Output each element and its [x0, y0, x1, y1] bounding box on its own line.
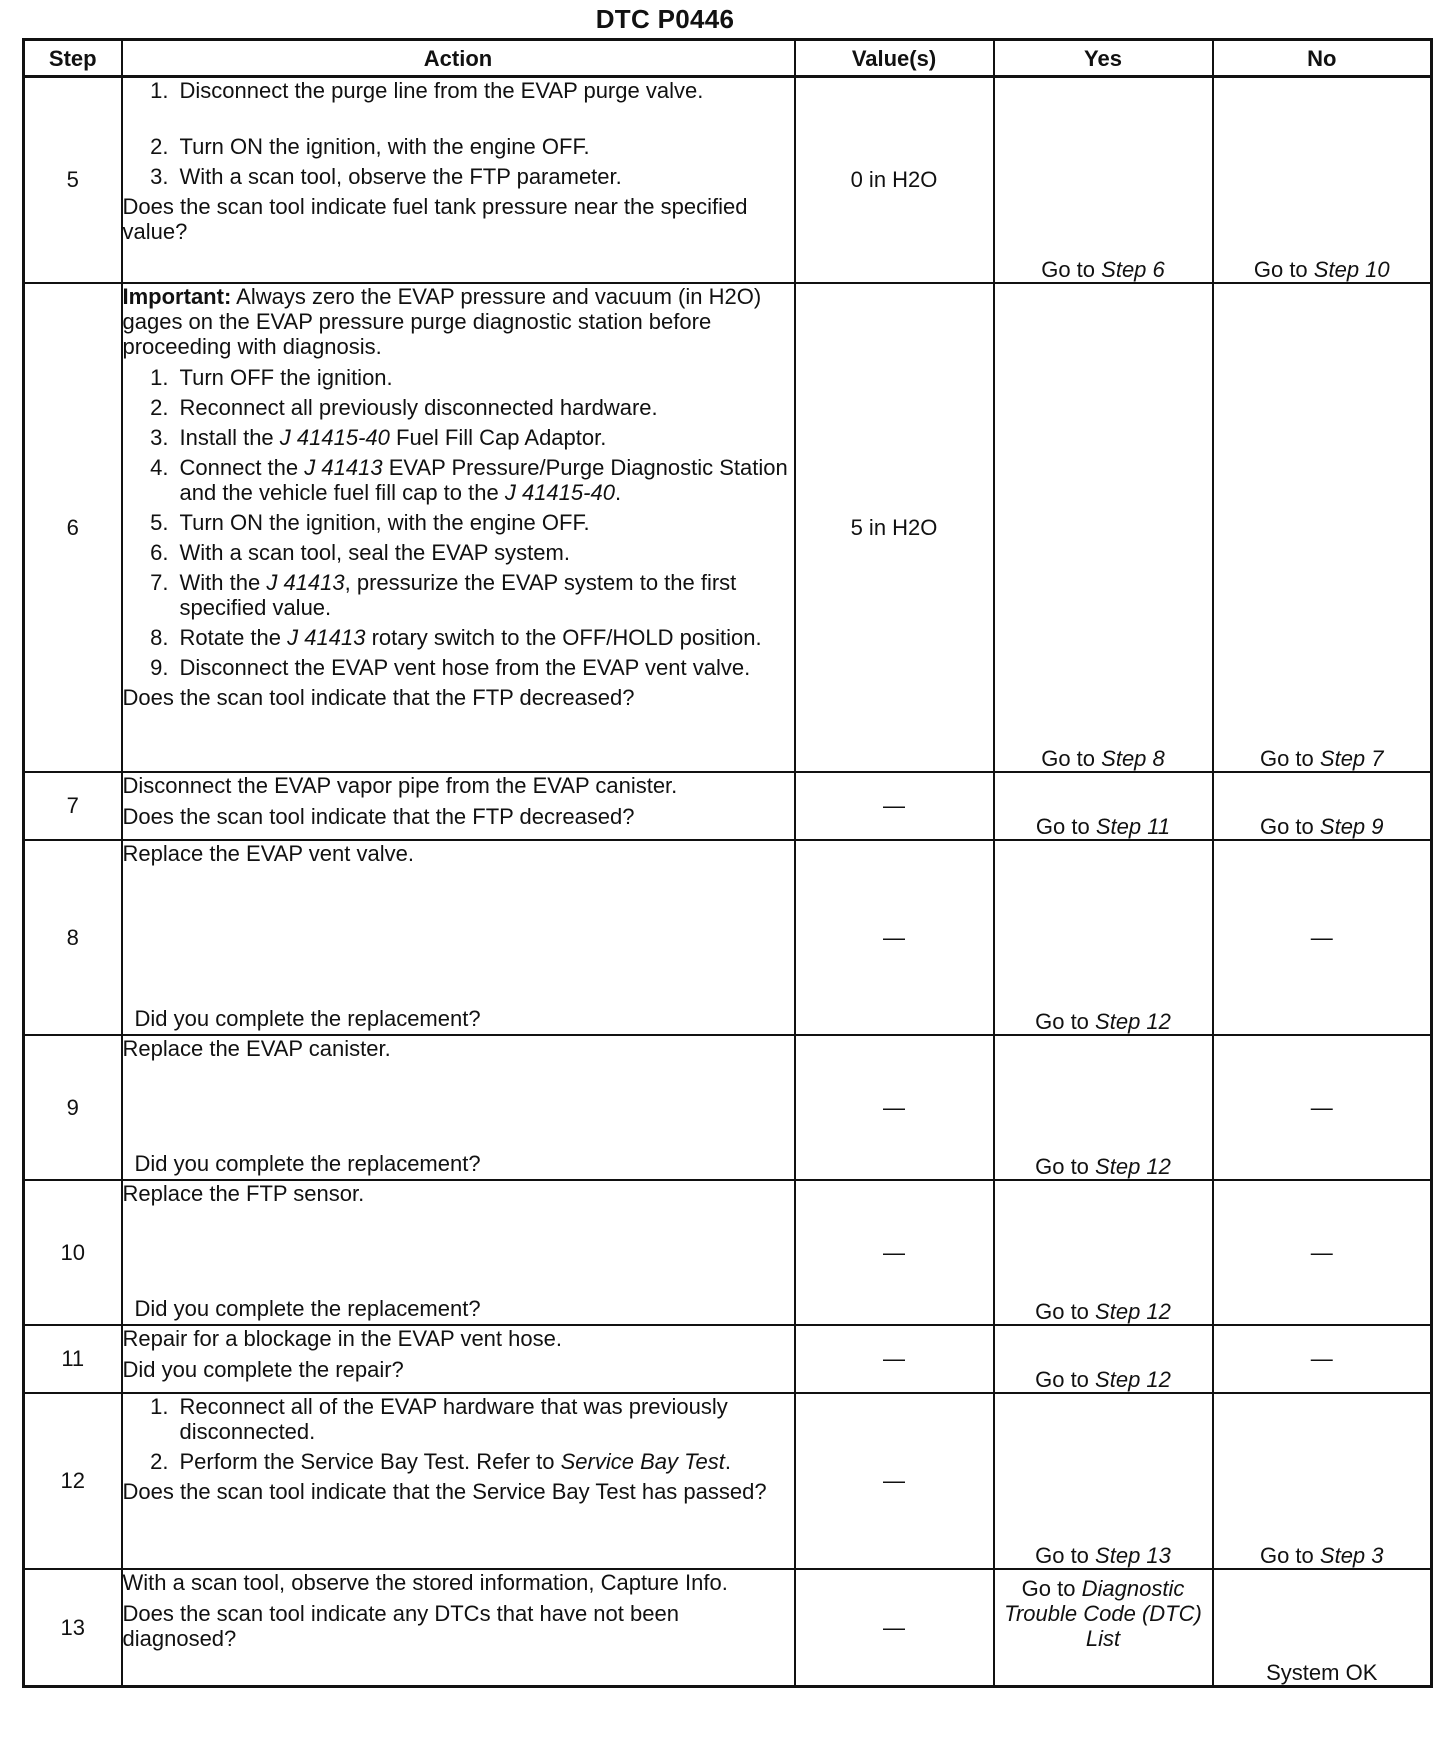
action-cell [122, 1569, 795, 1687]
step-number: 9 [24, 1035, 122, 1180]
value-cell: — [795, 840, 994, 1035]
action-text: Replace the FTP sensor. [122, 1180, 365, 1206]
table-row [24, 1180, 1432, 1325]
table-row [24, 1393, 1432, 1569]
yes-dtc-list-link: Diagnostic Trouble Code (DTC) List [1004, 1575, 1202, 1651]
question-text: Does the scan tool indicate that the FTP decreased? [122, 803, 635, 829]
header-action: Action [122, 40, 795, 77]
value-cell: 5 in H2O [795, 283, 994, 772]
list-item: 8. Rotate the J 41413 rotary switch to the OFF/HOLD position. [150, 624, 762, 650]
yes-step-link: Step 12 [1095, 1298, 1171, 1324]
yes-cell: Go to Step 8 [994, 283, 1213, 772]
yes-step-link: Step 12 [1095, 1366, 1171, 1392]
action-cell [122, 1325, 795, 1393]
list-item: 4. Connect the J 41413 EVAP Pressure/Purge Diagnostic Station and the vehicle fuel fill cap to the J 41415-40. [150, 454, 788, 505]
yes-cell: Go to Step 12 [994, 1035, 1213, 1180]
page-title: DTC P0446 [595, 4, 735, 34]
yes-step-link: Step 13 [1095, 1542, 1171, 1568]
yes-cell: Go to Step 12 [994, 1325, 1213, 1393]
table-row [24, 77, 1432, 283]
value-cell: — [795, 1325, 994, 1393]
action-text: Replace the EVAP vent valve. [122, 840, 414, 866]
yes-cell: Go to Step 11 [994, 772, 1213, 840]
question-text: Did you complete the replacement? [134, 1005, 481, 1031]
question-text: Did you complete the replacement? [134, 1295, 481, 1321]
instruction-list [123, 78, 794, 189]
instruction-list [123, 365, 794, 680]
action-cell [122, 840, 795, 1035]
yes-cell: Go to Diagnostic Trouble Code (DTC) List [994, 1569, 1213, 1687]
no-cell: Go to Step 7 [1213, 283, 1432, 772]
list-item: 2. Turn ON the ignition, with the engine OFF. [150, 134, 590, 159]
yes-cell: Go to Step 6 [994, 77, 1213, 283]
list-item: 7. With the J 41413, pressurize the EVAP system to the first specified value. [150, 569, 737, 620]
list-item: 1. Reconnect all of the EVAP hardware that was previously disconnected. [150, 1393, 728, 1444]
table-row [24, 772, 1432, 840]
step-number: 6 [24, 283, 122, 772]
table-row [24, 840, 1432, 1035]
no-cell: Go to Step 9 [1213, 772, 1432, 840]
action-cell [122, 283, 795, 772]
table-row [24, 1035, 1432, 1180]
important-note: Important: Always zero the EVAP pressure and vacuum (in H2O) gages on the EVAP pressure purge diagnostic station before proceeding with diagnosis. [122, 283, 762, 359]
list-item: 9. Disconnect the EVAP vent hose from the EVAP vent valve. [150, 654, 751, 680]
question-text: Does the scan tool indicate any DTCs that have not been diagnosed? [122, 1600, 679, 1651]
step-number: 10 [24, 1180, 122, 1325]
yes-step-link: Step 11 [1095, 813, 1171, 839]
header-step: Step [24, 40, 122, 77]
yes-step-link: Step 12 [1095, 1153, 1171, 1179]
action-cell [122, 1393, 795, 1569]
table-header-row [24, 40, 1432, 77]
value-cell: — [795, 772, 994, 840]
list-item: 5. Turn ON the ignition, with the engine OFF. [150, 509, 590, 535]
list-item: 2. Perform the Service Bay Test. Refer to Service Bay Test. [150, 1448, 731, 1474]
yes-step-link: Step 6 [1101, 256, 1165, 282]
step-number: 12 [24, 1393, 122, 1569]
list-item: 6. With a scan tool, seal the EVAP system. [150, 539, 570, 565]
header-no: No [1213, 40, 1432, 77]
action-cell [122, 772, 795, 840]
no-step-link: Step 3 [1319, 1542, 1384, 1568]
value-cell: — [795, 1393, 994, 1569]
action-text: With a scan tool, observe the stored information, Capture Info. [122, 1569, 728, 1595]
table-row [24, 283, 1432, 772]
list-item: 3. Install the J 41415-40 Fuel Fill Cap Adaptor. [150, 424, 607, 450]
value-cell: 0 in H2O [795, 77, 994, 283]
no-cell: System OK [1213, 1569, 1432, 1687]
no-cell: — [1213, 1180, 1432, 1325]
no-cell: Go to Step 10 [1213, 77, 1432, 283]
no-cell: Go to Step 3 [1213, 1393, 1432, 1569]
value-cell: — [795, 1180, 994, 1325]
header-values: Value(s) [795, 40, 994, 77]
yes-cell: Go to Step 12 [994, 1180, 1213, 1325]
question-text: Did you complete the replacement? [134, 1150, 481, 1176]
list-item: 1. Disconnect the purge line from the EVAP purge valve. [150, 78, 704, 103]
no-cell: — [1213, 1035, 1432, 1180]
table-row [24, 1325, 1432, 1393]
yes-step-link: Step 8 [1101, 745, 1165, 771]
question-text: Does the scan tool indicate that the FTP decreased? [122, 684, 635, 710]
action-cell [122, 1035, 795, 1180]
diagnostic-table [22, 38, 1433, 1688]
step-number: 5 [24, 77, 122, 283]
action-text: Replace the EVAP canister. [122, 1035, 391, 1061]
list-item: 2. Reconnect all previously disconnected hardware. [150, 394, 658, 420]
step-number: 7 [24, 772, 122, 840]
step-number: 11 [24, 1325, 122, 1393]
list-item: 3. With a scan tool, observe the FTP parameter. [150, 164, 622, 189]
question-text: Did you complete the repair? [122, 1356, 404, 1382]
yes-cell: Go to Step 13 [994, 1393, 1213, 1569]
value-cell: — [795, 1035, 994, 1180]
action-text: Repair for a blockage in the EVAP vent hose. [122, 1325, 562, 1351]
step-number: 8 [24, 840, 122, 1035]
action-cell [122, 1180, 795, 1325]
no-step-link: Step 10 [1313, 256, 1390, 282]
no-step-link: Step 9 [1319, 813, 1384, 839]
header-yes: Yes [994, 40, 1213, 77]
step-number: 13 [24, 1569, 122, 1687]
yes-cell: Go to Step 12 [994, 840, 1213, 1035]
no-step-link: Step 7 [1319, 745, 1384, 771]
instruction-list [123, 1394, 794, 1474]
list-item: 1. Turn OFF the ignition. [150, 364, 393, 390]
no-cell: — [1213, 840, 1432, 1035]
yes-step-link: Step 12 [1095, 1008, 1171, 1034]
action-cell [122, 77, 795, 283]
question-text: Does the scan tool indicate that the Service Bay Test has passed? [122, 1478, 767, 1504]
table-row [24, 1569, 1432, 1687]
value-cell: — [795, 1569, 994, 1687]
no-cell: — [1213, 1325, 1432, 1393]
action-text: Disconnect the EVAP vapor pipe from the EVAP canister. [122, 772, 678, 798]
question-text: Does the scan tool indicate fuel tank pressure near the specified value? [122, 194, 748, 244]
